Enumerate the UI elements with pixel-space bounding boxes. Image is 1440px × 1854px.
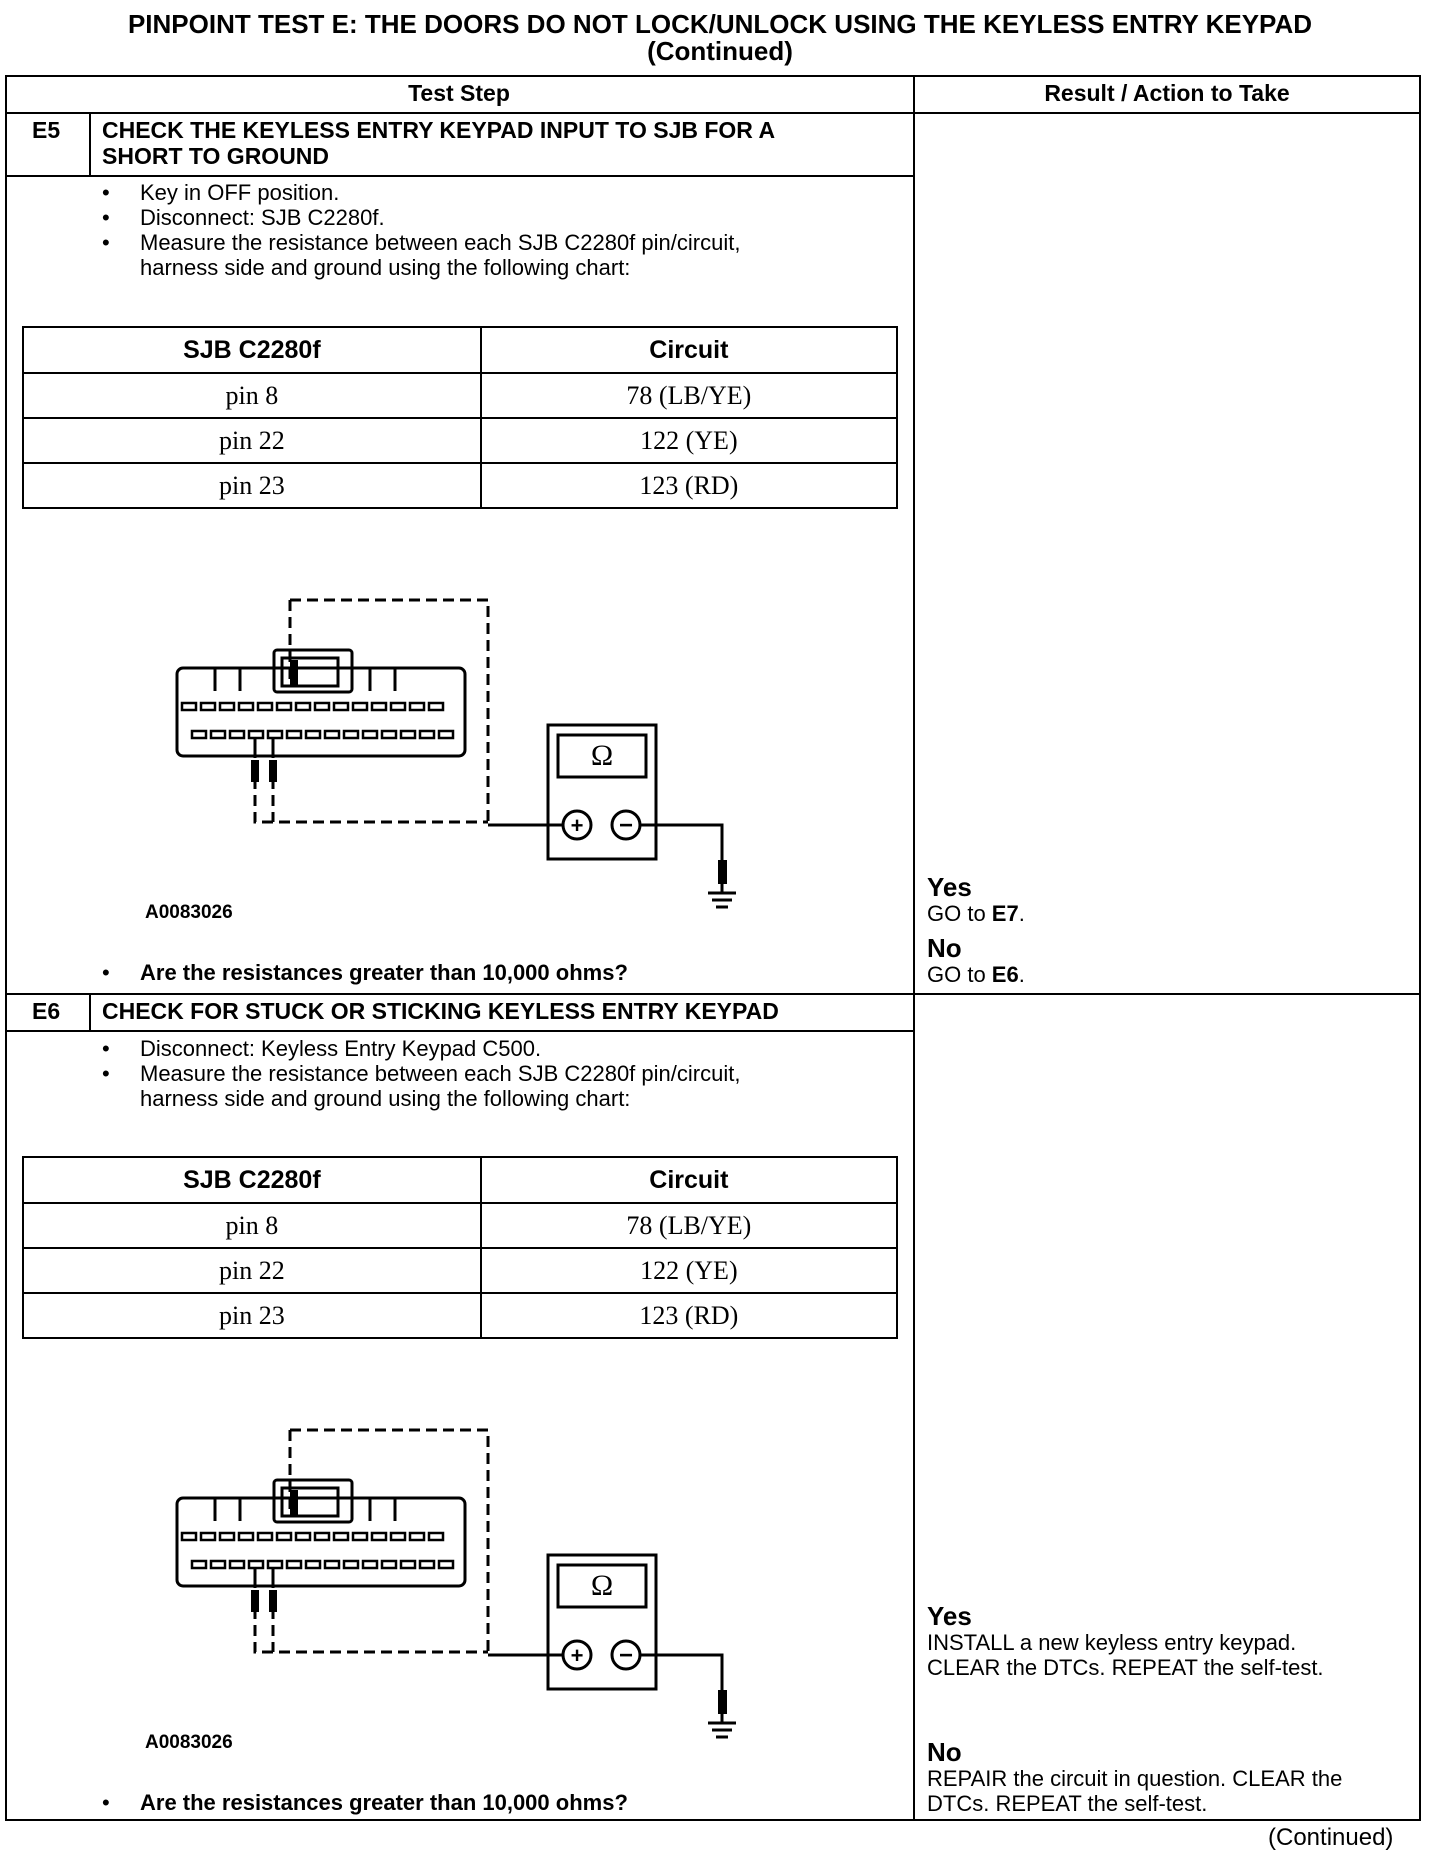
probe-wire-lower [255,778,488,822]
connector-body [177,1498,465,1586]
page-subtitle: (Continued) [647,36,793,66]
figure-code-e5: A0083026 [145,902,233,923]
table-header: SJB C2280f [23,1157,481,1203]
table-row: pin 8 78 (LB/YE) [23,1203,897,1248]
goto-target: E6 [991,962,1019,987]
step-question-e5: • Are the resistances greater than 10,000 ohms? [140,960,628,986]
result-yes-label-e6: Yes [927,1601,972,1631]
step-separator [5,993,1421,995]
result-yes-action-e6: INSTALL a new keyless entry keypad. CLEAR the DTCs. REPEAT the self-test. [927,1630,1324,1680]
instruction-continuation: harness side and ground using the following chart: [140,255,631,280]
minus-sign: − [618,812,634,839]
result-yes-action-e5: GO to E7. [927,901,1025,926]
result-no-action-e5: GO to E6. [927,962,1025,987]
step-title-divider [5,1030,915,1032]
table-row: pin 8 78 (LB/YE) [23,373,897,418]
column-header-test-step: Test Step [408,80,510,106]
plus-sign: + [570,1643,584,1668]
table-header: Circuit [481,327,897,373]
header-divider [5,112,1421,114]
goto-target: E7 [991,901,1019,926]
step-number-e5: E5 [32,117,61,143]
result-yes-label-e5: Yes [927,872,972,902]
step-number-divider [89,993,91,1030]
connector-body [177,668,465,756]
connector-pin-rows [182,703,453,738]
instruction-continuation: harness side and ground using the following chart: [140,1086,631,1111]
plus-sign: + [570,813,584,838]
table-row: pin 22 122 (YE) [23,418,897,463]
connector-ohmmeter-diagram [170,590,740,920]
ohm-symbol: Ω [590,739,614,772]
column-divider [913,75,915,1821]
result-no-action-e6: REPAIR the circuit in question. CLEAR the DTCs. REPEAT the self-test. [927,1766,1343,1816]
step-number-e6: E6 [32,998,61,1024]
table-row: pin 23 123 (RD) [23,1293,897,1338]
step-instructions-e6: • Disconnect: Keyless Entry Keypad C500. • Measure the resistance between each SJB C2280f pin/circuit, [100,1036,740,1086]
page-footer-continued: (Continued) [1268,1824,1394,1851]
ohm-symbol: Ω [590,1569,614,1602]
table-header: Circuit [481,1157,897,1203]
pin-circuit-table-e6 [22,1156,898,1339]
connector-pin-rows [182,1533,453,1568]
result-no-label-e5: No [927,933,962,963]
pin-circuit-table-e5 [22,326,898,509]
step-question-e6: • Are the resistances greater than 10,000 ohms? [140,1790,628,1816]
step-title-e5: CHECK THE KEYLESS ENTRY KEYPAD INPUT TO SJB FOR A SHORT TO GROUND [102,117,776,169]
step-number-divider [89,112,91,175]
connector-ohmmeter-diagram [170,1420,740,1750]
table-row: pin 22 122 (YE) [23,1248,897,1293]
minus-sign: − [618,1642,634,1669]
step-title-e6: CHECK FOR STUCK OR STICKING KEYLESS ENTRY KEYPAD [102,998,779,1024]
page-title: PINPOINT TEST E: THE DOORS DO NOT LOCK/UNLOCK USING THE KEYLESS ENTRY KEYPAD [127,9,1313,39]
table-row: pin 23 123 (RD) [23,463,897,508]
result-no-label-e6: No [927,1737,962,1767]
figure-code-e6: A0083026 [145,1732,233,1753]
column-header-result: Result / Action to Take [1044,80,1290,106]
step-title-divider [5,175,915,177]
table-header: SJB C2280f [23,327,481,373]
step-instructions-e5: • Key in OFF position. • Disconnect: SJB C2280f. • Measure the resistance between each SJB C2280f pin/circuit, [100,180,740,255]
probe-wire-lower [255,1608,488,1652]
